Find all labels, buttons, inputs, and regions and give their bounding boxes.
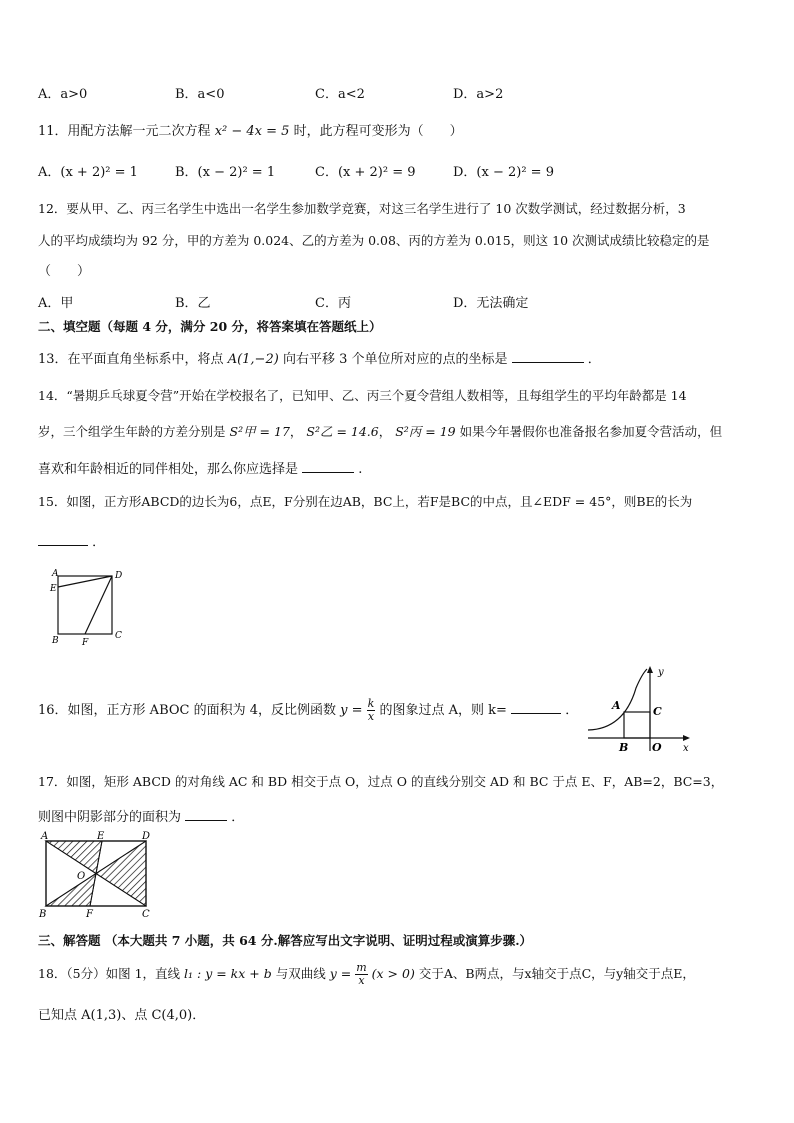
q10-option-c: C．a<2 [315,87,365,102]
q16-fraction [367,698,376,723]
q17-line2 [38,806,244,825]
q15-answer-blank[interactable] [38,533,88,546]
q17-line1: 17．如图，矩形 ABCD 的对角线 AC 和 BD 相交于点 O，过点 O 的直线分别交 AD 和 BC 于点 E、F，AB=2，BC=3， [38,774,724,789]
q17-shaded-right [96,841,146,906]
q16-fraction-den: x [367,710,375,723]
q12-option-d: D．无法确定 [453,296,529,311]
q16-post: 的图象过点 A，则 k= [379,703,507,718]
q14-line3 [38,458,362,477]
q16-end: ． [565,703,579,718]
q14-line2-post: 如果今年暑假你也准备报名参加夏令营活动，但 [459,424,723,439]
q13-post: 向右平移 3 个单位所对应的点的坐标是 [282,352,508,367]
q15-label-f: F [82,638,89,648]
q16-label-c: C [653,705,662,718]
q18-line1 [38,962,695,987]
q11-option-a: A．(x + 2)² = 1 [38,165,138,180]
q13-point: A(1,−2) [227,352,279,367]
q15-stem: 15．如图，正方形ABCD的边长为6，点E，F分别在边AB，BC上，若F是BC的中点，且∠EDF = 45°，则BE的长为 [38,494,693,509]
q17-label-e: E [97,831,105,842]
q14-answer-blank[interactable] [302,460,354,473]
q17-label-c: C [142,909,150,920]
q15-end: ． [92,535,106,550]
q17-label-f: F [86,909,93,920]
q18-curve-condition: (x > 0) [371,966,415,981]
q11-stem-pre: 11．用配方法解一元二次方程 [38,124,211,139]
q13-stem [38,348,601,367]
q11-equation: x² − 4x = 5 [214,124,290,139]
q16-func-lhs: y = [340,703,363,718]
q16-label-o: O [652,741,662,754]
q18-fraction-num: m [356,961,367,974]
q10-option-d: D．a>2 [453,87,504,102]
q18-mid: 与双曲线 [275,966,326,981]
q14-variance-yi: S²乙 = 14.6 [306,424,379,439]
section2-title: 二、填空题（每题 4 分，满分 20 分，将答案填在答题纸上） [38,319,382,334]
q18-line-equation: l₁ : y = kx + b [184,966,272,981]
q15-figure [44,565,134,650]
q15-label-d: D [115,571,123,581]
q12-line2: 人的平均成绩均为 92 分，甲的方差为 0.024、乙的方差为 0.08、丙的方差为 0.015，则这 10 次测试成绩比较稳定的是 [38,233,710,248]
q17-end: ． [231,810,245,825]
q17-label-d: D [142,831,151,842]
q13-answer-blank[interactable] [512,350,584,363]
q16-x-arrow-icon [683,735,690,741]
q12-option-b: B．乙 [175,296,211,311]
q18-line2: 已知点 A(1,3)、点 C(4,0)． [38,1008,206,1023]
q12-line3: （ ） [38,264,91,279]
q11-option-c: C．(x + 2)² = 9 [315,165,416,180]
q17-label-a: A [41,831,49,842]
q15-line-ed [58,576,112,587]
q14-line1: 14．“暑期乒乓球夏令营”开始在学校报名了，已知甲、乙、丙三个夏令营组人数相等，且每组学生的平均年龄都是 14 [38,388,687,403]
q16-answer-blank[interactable] [511,701,561,714]
q18-curve-lhs: y = [329,966,352,981]
q15-line-fd [85,576,112,634]
q15-label-c: C [115,631,122,641]
q17-label-b: B [39,909,47,920]
q16-label-b: B [619,741,629,754]
q16-label-a: A [612,699,621,712]
q13-pre: 13．在平面直角坐标系中，将点 [38,352,224,367]
q17-figure [36,828,156,923]
q12-line1: 12．要从甲、乙、丙三名学生中选出一名学生参加数学竞赛，对这三名学生进行了 10 次数学测试，经过数据分析，3 [38,201,686,216]
q16-label-y: y [658,667,664,678]
q15-label-e: E [50,584,57,594]
q15-label-a: A [52,569,59,579]
q16-square [624,712,650,738]
q16-stem [38,698,578,723]
q10-option-b: B．a<0 [175,87,225,102]
q16-y-arrow-icon [647,666,653,673]
q14-line3-text: 喜欢和年龄相近的同伴相处，那么你应选择是 [38,462,299,477]
q14-variance-jia: S²甲 = 17 [229,424,290,439]
q16-fraction-num: k [367,697,375,710]
q18-post: 交于A、B两点，与x轴交于点C，与y轴交于点E， [418,966,695,981]
q18-fraction-den: x [358,974,365,987]
q14-variance-bing: S²丙 = 19 [395,424,456,439]
q13-end: ． [587,352,601,367]
q16-pre: 16．如图，正方形 ABOC 的面积为 4，反比例函数 [38,703,336,718]
q17-line2-text: 则图中阴影部分的面积为 [38,810,182,825]
q11-option-d: D．(x − 2)² = 9 [453,165,554,180]
q11-option-b: B．(x − 2)² = 1 [175,165,276,180]
q15-label-b: B [52,636,59,646]
q11-stem-post: 时，此方程可变形为（ ） [293,124,463,139]
q14-line2-pre: 岁，三个组学生年龄的方差分别是 [38,424,226,439]
q16-label-x: x [683,743,689,754]
q10-option-a: A．a>0 [38,87,88,102]
q15-square [58,576,112,634]
q17-label-o: O [77,871,86,882]
q15-answer-line [38,531,105,550]
q14-end: . [358,462,363,477]
q18-pre: 18．（5分）如图 1，直线 [38,966,181,981]
q18-fraction [355,962,367,987]
q14-line2: 岁，三个组学生年龄的方差分别是 S²甲 = 17， S²乙 = 14.6， S²丙 = 19 如果今年暑假你也准备报名参加夏令营活动，但 [38,424,723,439]
q16-figure [586,663,696,755]
q12-option-c: C．丙 [315,296,351,311]
section3-title: 三、解答题 （本大题共 7 小题，共 64 分.解答应写出文字说明、证明过程或演算步骤.） [38,933,533,948]
q17-answer-blank[interactable] [185,808,227,821]
q12-option-a: A．甲 [38,296,74,311]
q11-stem [38,120,463,139]
